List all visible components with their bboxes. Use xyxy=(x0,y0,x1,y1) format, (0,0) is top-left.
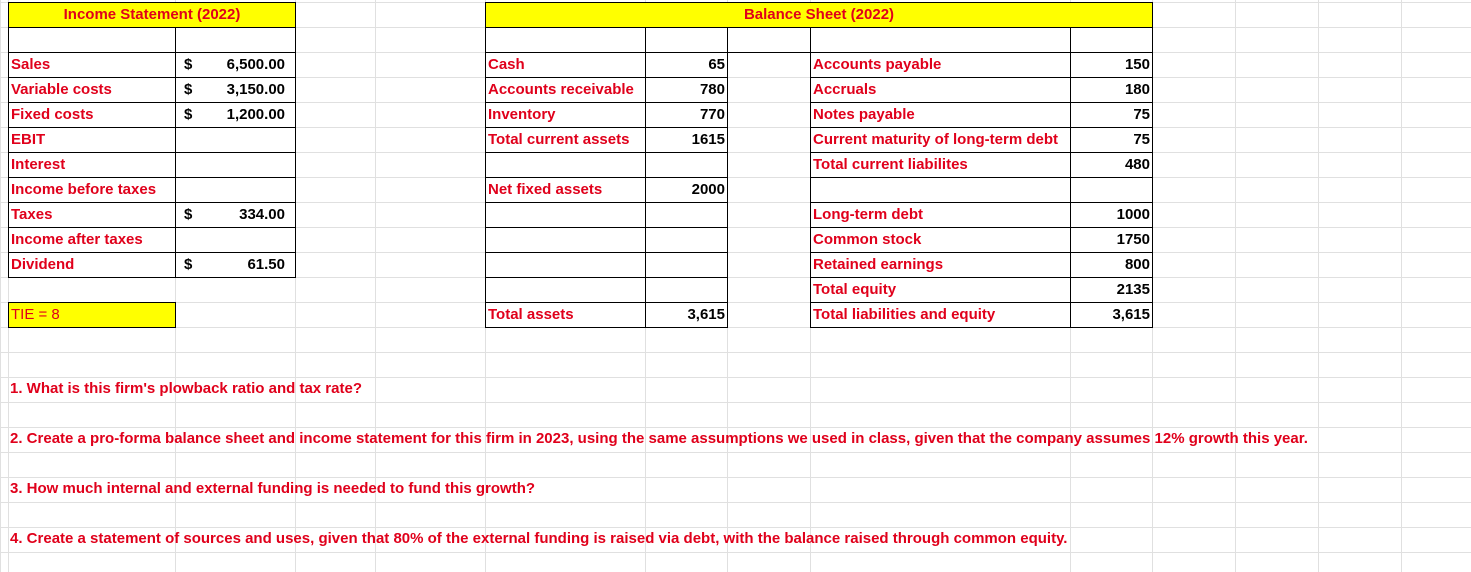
amount-value: 6,500.00 xyxy=(226,56,285,73)
liability-label[interactable]: Notes payable xyxy=(810,102,1071,128)
income-row-label[interactable]: Fixed costs xyxy=(8,102,176,128)
asset-label[interactable]: Total current assets xyxy=(485,127,646,153)
liability-value[interactable]: 75 xyxy=(1070,127,1153,153)
income-row-value[interactable] xyxy=(175,127,296,153)
income-row-value[interactable] xyxy=(175,77,296,103)
liability-value[interactable]: 3,615 xyxy=(1070,302,1153,328)
income-row-label[interactable]: Sales xyxy=(8,52,176,78)
asset-value[interactable]: 770 xyxy=(645,102,728,128)
liability-label[interactable]: Common stock xyxy=(810,227,1071,253)
income-row-value[interactable] xyxy=(175,102,296,128)
liability-value[interactable]: 800 xyxy=(1070,252,1153,278)
asset-label[interactable]: Accounts receivable xyxy=(485,77,646,103)
income-row-label[interactable]: EBIT xyxy=(8,127,176,153)
liability-label[interactable] xyxy=(810,177,1071,203)
balance-blank-cell[interactable] xyxy=(727,27,811,53)
asset-label[interactable]: Inventory xyxy=(485,102,646,128)
liability-label[interactable]: Accruals xyxy=(810,77,1071,103)
asset-value[interactable] xyxy=(645,202,728,228)
income-row-label[interactable]: Variable costs xyxy=(8,77,176,103)
income-statement-title[interactable]: Income Statement (2022) xyxy=(8,2,296,28)
balance-blank-cell[interactable] xyxy=(810,27,1071,53)
balance-blank-cell[interactable] xyxy=(1070,27,1153,53)
question-4[interactable]: 4. Create a statement of sources and uses, given that 80% of the external funding is raised via debt, with the balance raised through common equity. xyxy=(10,530,1068,547)
asset-value[interactable] xyxy=(645,152,728,178)
balance-sheet-title[interactable]: Balance Sheet (2022) xyxy=(485,2,1153,28)
asset-label[interactable] xyxy=(485,152,646,178)
liability-value[interactable]: 2135 xyxy=(1070,277,1153,303)
income-row-label[interactable]: Interest xyxy=(8,152,176,178)
liability-value[interactable]: 480 xyxy=(1070,152,1153,178)
question-2[interactable]: 2. Create a pro-forma balance sheet and income statement for this firm in 2023, using the same assumptions we used in class, given that the company assumes 12% growth this year. xyxy=(10,430,1308,447)
amount-value: 61.50 xyxy=(247,256,285,273)
liability-value[interactable]: 1000 xyxy=(1070,202,1153,228)
asset-label[interactable] xyxy=(485,202,646,228)
income-row-value[interactable] xyxy=(175,152,296,178)
asset-value[interactable]: 65 xyxy=(645,52,728,78)
asset-label[interactable]: Total assets xyxy=(485,302,646,328)
income-row-value[interactable] xyxy=(175,52,296,78)
balance-blank-cell[interactable] xyxy=(485,27,646,53)
currency-symbol: $ xyxy=(184,106,193,123)
currency-symbol: $ xyxy=(184,256,193,273)
liability-value[interactable]: 1750 xyxy=(1070,227,1153,253)
amount-value: 1,200.00 xyxy=(226,106,285,123)
question-3[interactable]: 3. How much internal and external funding is needed to fund this growth? xyxy=(10,480,536,497)
income-blank-value[interactable] xyxy=(175,27,296,53)
asset-value[interactable]: 1615 xyxy=(645,127,728,153)
question-1[interactable]: 1. What is this firm's plowback ratio and tax rate? xyxy=(10,380,362,397)
income-row-label[interactable]: Taxes xyxy=(8,202,176,228)
amount-value: 334.00 xyxy=(239,206,285,223)
asset-value[interactable]: 780 xyxy=(645,77,728,103)
income-row-label[interactable]: Income after taxes xyxy=(8,227,176,253)
currency-symbol: $ xyxy=(184,56,193,73)
income-row-value[interactable] xyxy=(175,252,296,278)
liability-label[interactable]: Accounts payable xyxy=(810,52,1071,78)
income-row-value[interactable] xyxy=(175,202,296,228)
income-row-value[interactable] xyxy=(175,177,296,203)
liability-value[interactable]: 180 xyxy=(1070,77,1153,103)
asset-label[interactable]: Net fixed assets xyxy=(485,177,646,203)
balance-blank-cell[interactable] xyxy=(645,27,728,53)
asset-value[interactable] xyxy=(645,252,728,278)
liability-value[interactable] xyxy=(1070,177,1153,203)
income-blank-label[interactable] xyxy=(8,27,176,53)
currency-symbol: $ xyxy=(184,206,193,223)
currency-symbol: $ xyxy=(184,81,193,98)
income-row-label[interactable]: Dividend xyxy=(8,252,176,278)
asset-label[interactable]: Cash xyxy=(485,52,646,78)
asset-label[interactable] xyxy=(485,277,646,303)
tie-ratio-cell[interactable]: TIE = 8 xyxy=(8,302,176,328)
liability-value[interactable]: 75 xyxy=(1070,102,1153,128)
liability-label[interactable]: Total equity xyxy=(810,277,1071,303)
liability-value[interactable]: 150 xyxy=(1070,52,1153,78)
asset-value[interactable]: 2000 xyxy=(645,177,728,203)
asset-value[interactable]: 3,615 xyxy=(645,302,728,328)
amount-value: 3,150.00 xyxy=(226,81,285,98)
asset-label[interactable] xyxy=(485,227,646,253)
asset-value[interactable] xyxy=(645,277,728,303)
liability-label[interactable]: Total current liabilites xyxy=(810,152,1071,178)
income-row-value[interactable] xyxy=(175,227,296,253)
income-row-label[interactable]: Income before taxes xyxy=(8,177,176,203)
liability-label[interactable]: Total liabilities and equity xyxy=(810,302,1071,328)
asset-value[interactable] xyxy=(645,227,728,253)
liability-label[interactable]: Retained earnings xyxy=(810,252,1071,278)
liability-label[interactable]: Long-term debt xyxy=(810,202,1071,228)
liability-label[interactable]: Current maturity of long-term debt xyxy=(810,127,1071,153)
asset-label[interactable] xyxy=(485,252,646,278)
